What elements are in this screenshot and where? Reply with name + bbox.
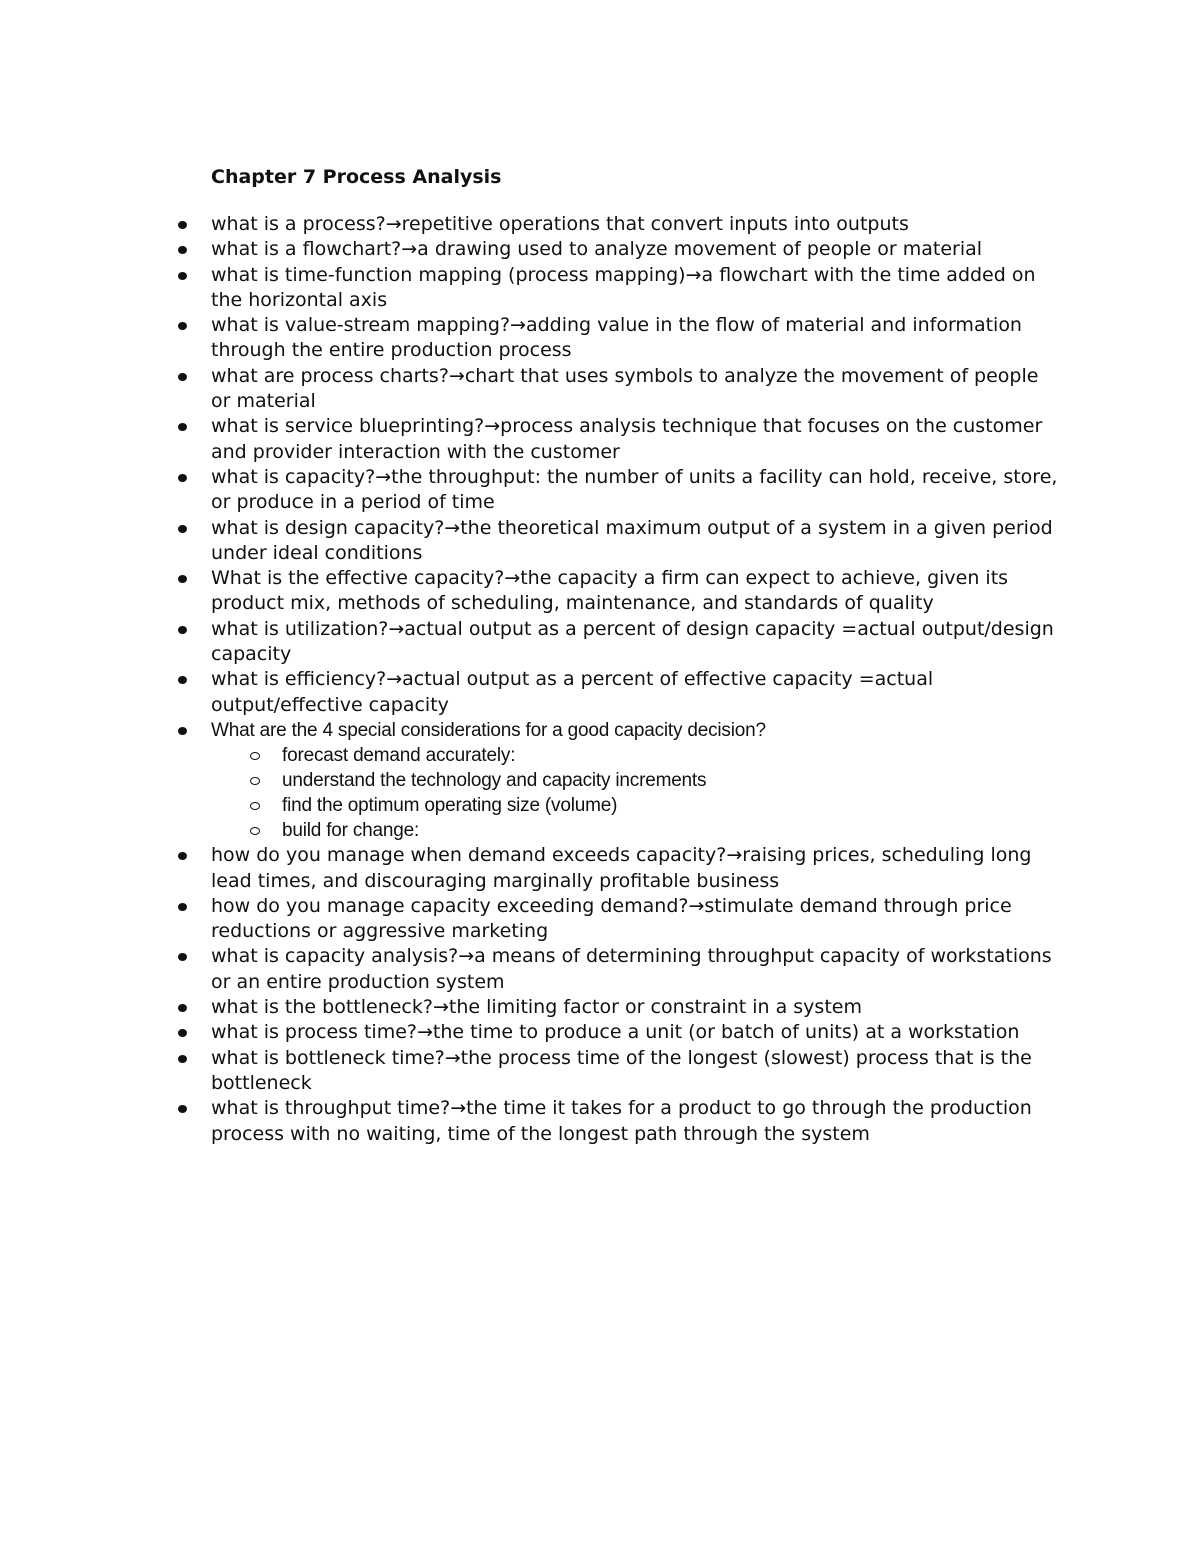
bullet-icon	[178, 1105, 187, 1113]
circle-bullet-icon	[250, 827, 260, 835]
list-item	[211, 566, 1061, 617]
list-item-text: what is time-function mapping (process mapping)→a flowchart with the time added on the horizontal axis	[211, 263, 1036, 311]
sublist-item-text: find the optimum operating size (volume)	[282, 795, 618, 817]
list-item	[211, 718, 1061, 843]
list-item-text: what is service blueprinting?→process analysis technique that focuses on the customer and provider interaction with the customer	[211, 415, 1043, 463]
bullet-icon	[178, 903, 187, 911]
bullet-icon	[178, 953, 187, 961]
list-item-text: what is efficiency?→actual output as a percent of effective capacity =actual output/effective capacity	[211, 668, 934, 716]
list-item	[211, 313, 1061, 364]
sublist-item	[282, 793, 1061, 818]
list-item	[211, 1096, 1061, 1147]
circle-bullet-icon	[250, 802, 260, 810]
list-item-text: how do you manage capacity exceeding demand?→stimulate demand through price reductions or aggressive marketing	[211, 894, 1012, 943]
list-item	[211, 465, 1061, 516]
list-item	[211, 364, 1061, 415]
bullet-icon	[178, 221, 187, 229]
bullet-icon	[178, 1055, 187, 1063]
list-item	[211, 263, 1061, 314]
list-item-text: What are the 4 special considerations for a good capacity decision?	[211, 719, 766, 741]
list-item-text: what is process time?→the time to produce a unit (or batch of units) at a workstation	[211, 1021, 1020, 1044]
bullet-icon	[178, 1004, 187, 1012]
circle-bullet-icon	[250, 777, 260, 785]
circle-bullet-icon	[250, 752, 260, 760]
sublist-item	[282, 743, 1061, 768]
question-list	[211, 212, 1061, 1147]
list-item	[211, 667, 1061, 718]
sublist-item	[282, 818, 1061, 843]
list-item-text: what is capacity analysis?→a means of determining throughput capacity of workstations or an entire production system	[211, 945, 1052, 993]
list-item-text: what is utilization?→actual output as a percent of design capacity =actual output/design capacity	[211, 617, 1054, 666]
list-item-text: what is design capacity?→the theoretical maximum output of a system in a given period under ideal conditions	[211, 516, 1053, 564]
list-item-text: what is the bottleneck?→the limiting factor or constraint in a system	[211, 996, 862, 1019]
sublist-item-text: forecast demand accurately:	[282, 745, 516, 767]
list-item	[211, 516, 1061, 567]
bullet-icon	[178, 676, 187, 684]
considerations-sublist	[211, 743, 1061, 843]
list-item	[211, 237, 1061, 262]
list-item	[211, 944, 1061, 995]
list-item-text: how do you manage when demand exceeds capacity?→raising prices, scheduling long lead times, and discouraging marginally profitable business	[211, 844, 1032, 892]
list-item-text: What is the effective capacity?→the capacity a firm can expect to achieve, given its product mix, methods of scheduling, maintenance, and standards of quality	[211, 567, 1009, 615]
bullet-icon	[178, 1029, 187, 1037]
bullet-icon	[178, 575, 187, 583]
list-item	[211, 894, 1061, 945]
bullet-icon	[178, 373, 187, 381]
list-item-text: what is capacity?→the throughput: the number of units a facility can hold, receive, store, or produce in a period of time	[211, 465, 1058, 514]
list-item-text: what is bottleneck time?→the process time of the longest (slowest) process that is the bottleneck	[211, 1046, 1032, 1094]
list-item-text: what is a flowchart?→a drawing used to analyze movement of people or material	[211, 238, 983, 261]
bullet-icon	[178, 852, 187, 860]
bullet-icon	[178, 423, 187, 431]
bullet-icon	[178, 246, 187, 254]
bullet-icon	[178, 474, 187, 482]
list-item-text: what is throughput time?→the time it takes for a product to go through the production process with no waiting, time of the longest path through the system	[211, 1097, 1032, 1145]
bullet-icon	[178, 626, 187, 634]
bullet-icon	[178, 322, 187, 330]
document-title: Chapter 7 Process Analysis	[211, 166, 502, 188]
list-item-text: what are process charts?→chart that uses symbols to analyze the movement of people or material	[211, 364, 1039, 413]
list-item	[211, 617, 1061, 668]
list-item	[211, 843, 1061, 894]
list-item	[211, 212, 1061, 237]
list-item	[211, 414, 1061, 465]
list-item	[211, 995, 1061, 1020]
bullet-icon	[178, 272, 187, 280]
sublist-item	[282, 768, 1061, 793]
list-item	[211, 1020, 1061, 1045]
bullet-icon	[178, 727, 187, 735]
list-item-text: what is a process?→repetitive operations that convert inputs into outputs	[211, 213, 909, 235]
sublist-item-text: build for change:	[282, 820, 420, 842]
bullet-icon	[178, 525, 187, 533]
list-item-text: what is value-stream mapping?→adding value in the flow of material and information through the entire production process	[211, 314, 1022, 362]
list-item	[211, 1046, 1061, 1097]
sublist-item-text: understand the technology and capacity increments	[282, 770, 707, 792]
